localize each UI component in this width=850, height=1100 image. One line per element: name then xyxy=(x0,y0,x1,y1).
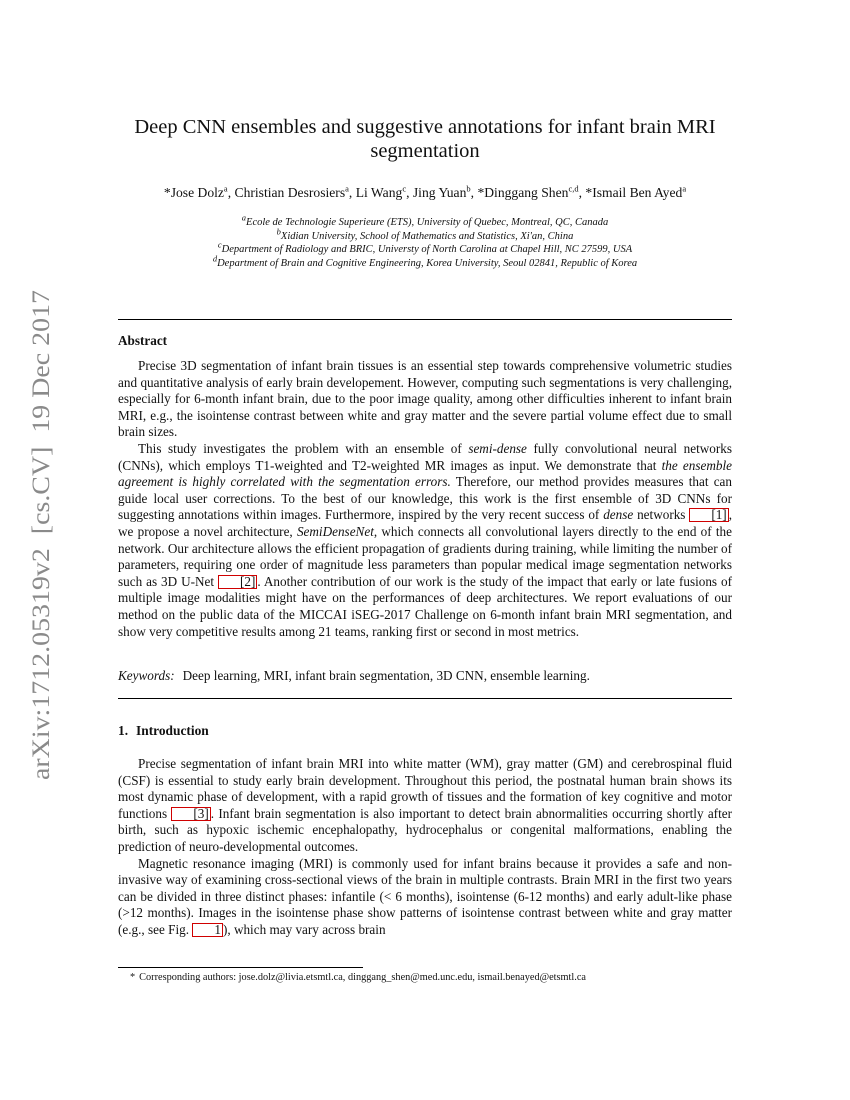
author-list: *Jose Dolz$^a$, Christian Desrosiers$^a$, Li Wang$^c$, Jing Yuan$^b$, *Dinggang Shen$^{c,d}$, *Ismail Ben Ayed$^a$ xyxy=(163,183,687,200)
affiliation: $^a$Ecole de Technologie Superieure (ETS), University of Quebec, Montreal, QC, Canada xyxy=(241,212,609,228)
abstract-paragraph: This study investigates the problem with an ensemble of semi-dense fully convolutional neural networks (CNNs), which employs T1-weighted and T2-weighted MR images as input. We demonstrate that the ensemble agreement is highly correlated with the segmentation errors. Therefore, our method provides measures that can guide local user corrections. To the best of our knowledge, this work is the first ensemble of 3D CNNs for suggesting annotations within images. Furthermore, inspired by the very recent success of dense networks [1] , we propose a novel architecture, SemiDenseNet, which connects all convolutional layers directly to the end of the network. Our architecture allows the efficient propagation of gradients during training, while limiting the number of parameters, requiring one order of magnitude less parameters than popular medical image segmentation networks such as 3D U-Net [2] . Another contribution of our work is the study of the impact that early or late fusions of multiple image modalities might have on the performances of deep architectures. We report evaluations of our method on the public data of the MICCAI iSEG-2017 Challenge on 6-month infant brain MRI segmentation, and show very competitive results among 21 teams, ranking first or second in most metrics. xyxy=(118,440,733,639)
citation-link[interactable]: [3] xyxy=(171,807,210,821)
intro-paragraph: Magnetic resonance imaging (MRI) is commonly used for infant brains because it provides a safe and non-invasive way of examining cross-sectional views of the brain in multiple contrasts. Brain MRI in the first two years can be divided in three distinct phases: infantile (< 6 months), isointense (6-12 months) and early adult-like phase (>12 months). Images in the isointense phase show patterns of isointense contrast between white and gray matter (e.g., see Fig. 1 ), which may vary across brain xyxy=(118,855,732,937)
abstract-paragraph: Precise 3D segmentation of infant brain tissues is an essential step towards comprehensive volumetric studies and quantitative analysis of early brain developement. However, computing such segmentations is very challenging, especially for 6-month infant brain, due to the poor image quality, among other difficulties inherent to infant brain MRI, e.g., the isointense contrast between white and gray matter and the severe partial volume effect due to small brain sizes. xyxy=(118,358,732,440)
author: *Ismail Ben Ayed$^a$ xyxy=(585,183,687,200)
abstract-body xyxy=(118,358,732,640)
figure-reference-link[interactable]: 1 xyxy=(192,923,223,937)
abstract-bottom-rule xyxy=(118,698,732,699)
citation-link[interactable]: [1] xyxy=(689,508,728,522)
affiliation: $^b$Xidian University, School of Mathematics and Statistics, Xi'an, China xyxy=(276,226,574,242)
paper-title: Deep CNN ensembles and suggestive annotations for infant brain MRI segmentation xyxy=(134,116,716,162)
affiliation-list xyxy=(100,212,750,270)
footnote-rule xyxy=(118,967,363,968)
keywords-text: Deep learning, MRI, infant brain segmentation, 3D CNN, ensemble learning. xyxy=(182,668,590,683)
abstract-heading: Abstract xyxy=(118,333,168,348)
citation-link[interactable]: [2] xyxy=(218,575,257,589)
author: *Jose Dolz$^a$ xyxy=(163,183,228,200)
keywords-line xyxy=(118,668,732,685)
section-heading-introduction: 1. Introduction xyxy=(118,723,209,738)
keywords-label: Keywords: xyxy=(118,668,175,683)
affiliation: $^c$Department of Radiology and BRIC, Universty of North Carolina at Chapel Hill, NC 27599, USA xyxy=(217,239,633,255)
arxiv-stamp-svg xyxy=(16,290,60,780)
arxiv-id-text: arXiv:1712.05319v2 [cs.CV] 19 Dec 2017 xyxy=(26,332,55,780)
author: Jing Yuan$^b$ xyxy=(412,183,471,200)
author: *Dinggang Shen$^{c,d}$ xyxy=(477,183,579,200)
affiliation: $^d$Department of Brain and Cognitive Engineering, Korea University, Seoul 02841, Republic of Korea xyxy=(212,253,638,269)
author: Christian Desrosiers$^a$ xyxy=(234,183,349,200)
introduction-body xyxy=(118,756,732,939)
author: Li Wang$^c$ xyxy=(355,183,407,200)
abstract-top-rule xyxy=(118,319,732,320)
corresponding-author-footnote: * Corresponding authors: jose.dolz@livia.etsmtl.ca, dinggang_shen@med.unc.edu, ismail.benayed@etsmtl.ca xyxy=(130,972,586,983)
intro-paragraph: Precise segmentation of infant brain MRI into white matter (WM), gray matter (GM) and cerebrospinal fluid (CSF) is essential to study early brain development. Throughout this period, the postnatal human brain shows its most dynamic phase of development, with a rapid growth of tissues and the formation of key cognitive and motor functions [3] . Infant brain segmentation is also important to detect brain abnormalities occurring shortly after birth, such as hypoxic ischemic encephalopathy, hydrocephalus or congenital malformations, enabling the prediction of neuro-developmental outcomes. xyxy=(118,756,732,854)
arxiv-identifier-stamp xyxy=(16,290,60,780)
